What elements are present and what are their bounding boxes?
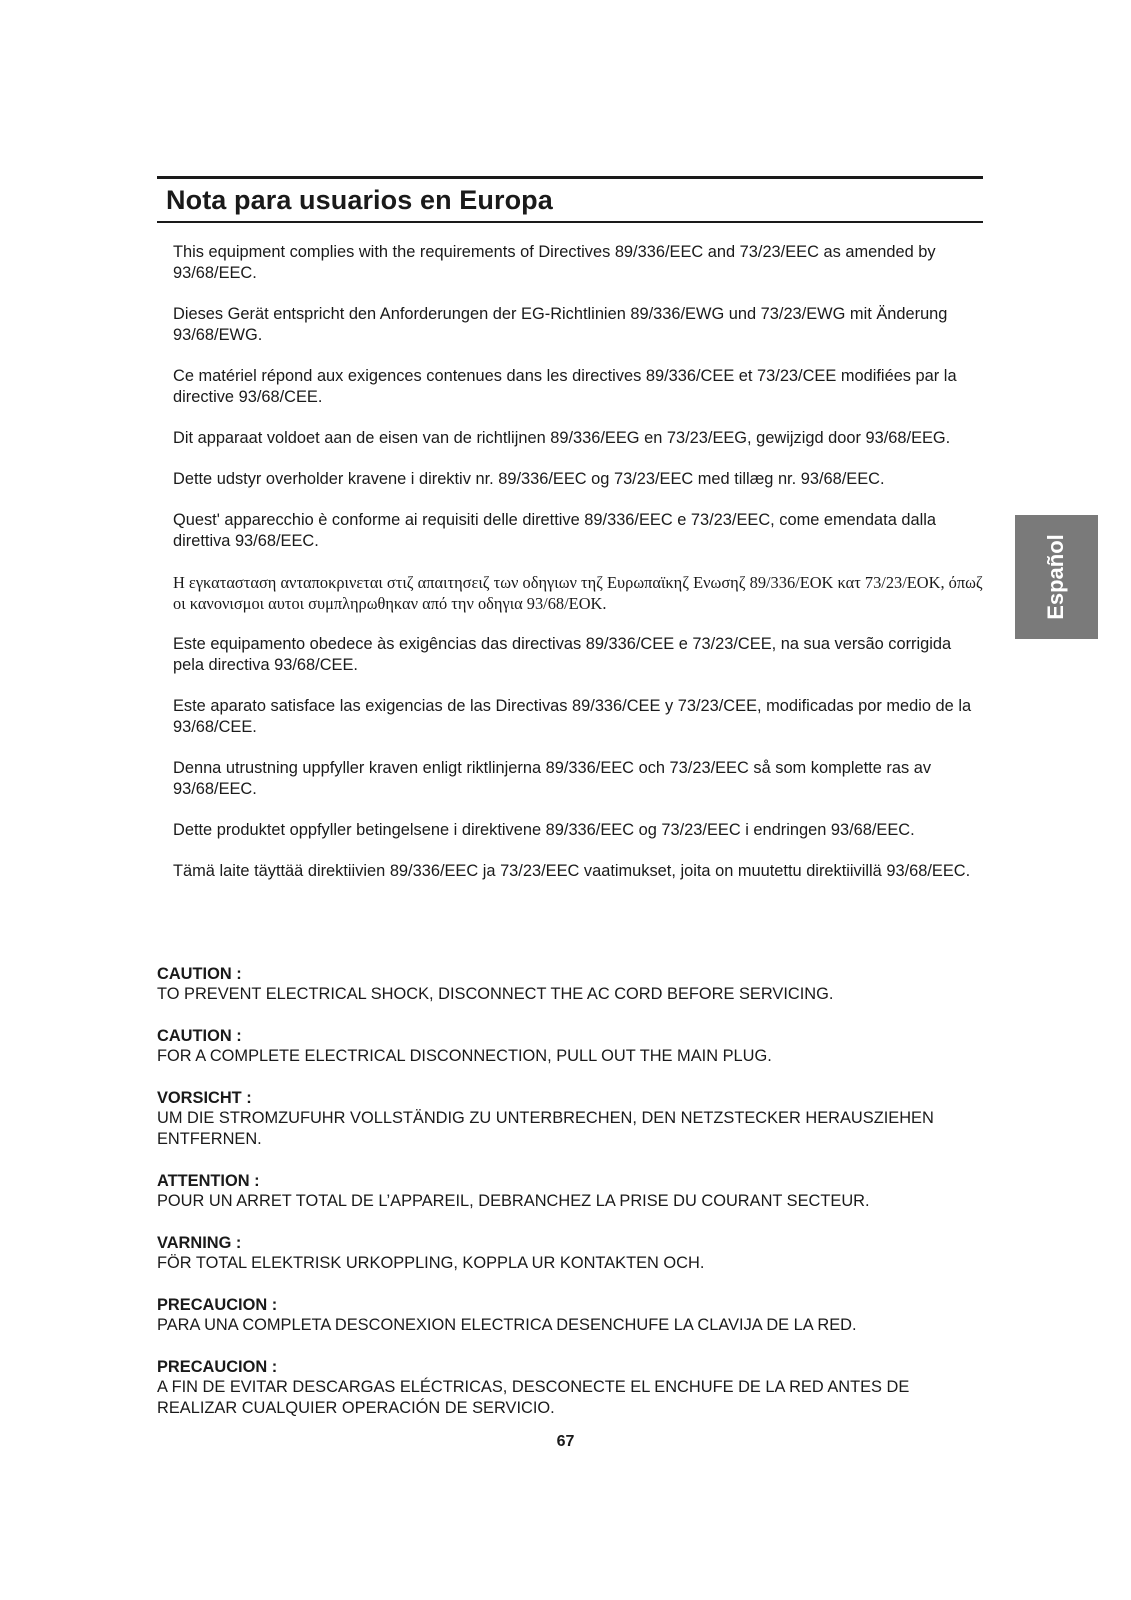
caution-text: UM DIE STROMZUFUHR VOLLSTÄNDIG ZU UNTERBRECHEN, DEN NETZSTECKER HERAUSZIEHEN ENTFERNEN.	[157, 1109, 934, 1148]
caution-title: CAUTION :	[157, 1027, 242, 1045]
statement-swedish: Denna utrustning uppfyller kraven enligt riktlinjerna 89/336/EEC och 73/23/EEC så som komplette ras av 93/68/EEC.	[173, 759, 932, 798]
statement-greek: Η εγκατασταση ανταποκρινεται στιζ απαιτησειζ των οδηγιων τηζ Ευρωπαϊκηζ Ενωσηζ 89/336/ΕΟΚ κατ 73/23/ΕΟΚ, όπωζ οι κανονισμοι αυτοι συμπληρωθηκαν από την οδηγια 93/68/ΕΟΚ.	[173, 573, 983, 613]
statement-dutch: Dit apparaat voldoet aan de eisen van de richtlijnen 89/336/EEG en 73/23/EEG, gewijzigd door 93/68/EEG.	[173, 429, 951, 447]
caution-notices	[157, 964, 987, 1440]
caution-title: CAUTION :	[157, 965, 242, 983]
language-tab	[1015, 515, 1098, 639]
title-rule-bottom	[157, 221, 983, 223]
caution-block	[157, 1088, 987, 1150]
statement-norwegian: Dette produktet oppfyller betingelsene i direktivene 89/336/EEC og 73/23/EEC i endringen 93/68/EEC.	[173, 821, 915, 839]
compliance-statements	[173, 242, 985, 902]
statement-portuguese: Este equipamento obedece às exigências das directivas 89/336/CEE e 73/23/CEE, na sua versão corrigida pela directiva 93/68/CEE.	[173, 635, 952, 674]
caution-title: PRECAUCION :	[157, 1296, 278, 1314]
caution-title: VORSICHT :	[157, 1089, 252, 1107]
caution-block	[157, 1233, 987, 1274]
caution-text: FÖR TOTAL ELEKTRISK URKOPPLING, KOPPLA UR KONTAKTEN OCH.	[157, 1254, 705, 1272]
caution-text: FOR A COMPLETE ELECTRICAL DISCONNECTION, PULL OUT THE MAIN PLUG.	[157, 1047, 772, 1065]
caution-title: VARNING :	[157, 1234, 242, 1252]
caution-text: A FIN DE EVITAR DESCARGAS ELÉCTRICAS, DESCONECTE EL ENCHUFE DE LA RED ANTES DE REALIZAR CUALQUIER OPERACIÓN DE SERVICIO.	[157, 1378, 910, 1417]
statement-spanish: Este aparato satisface las exigencias de las Directivas 89/336/CEE y 73/23/CEE, modificadas por medio de la 93/68/CEE.	[173, 697, 972, 736]
caution-text: POUR UN ARRET TOTAL DE L’APPAREIL, DEBRANCHEZ LA PRISE DU COURANT SECTEUR.	[157, 1192, 870, 1210]
statement-danish: Dette udstyr overholder kravene i direktiv nr. 89/336/EEC og 73/23/EEC med tillæg nr. 93/68/EEC.	[173, 470, 885, 488]
statement-french: Ce matériel répond aux exigences contenues dans les directives 89/336/CEE et 73/23/CEE modifiées par la directive 93/68/CEE.	[173, 367, 957, 406]
caution-block	[157, 1295, 987, 1336]
caution-title: PRECAUCION :	[157, 1358, 278, 1376]
title-rule-top	[157, 176, 983, 179]
caution-text: TO PREVENT ELECTRICAL SHOCK, DISCONNECT THE AC CORD BEFORE SERVICING.	[157, 985, 834, 1003]
caution-block	[157, 964, 987, 1005]
caution-text: PARA UNA COMPLETA DESCONEXION ELECTRICA DESENCHUFE LA CLAVIJA DE LA RED.	[157, 1316, 857, 1334]
caution-title: ATTENTION :	[157, 1172, 260, 1190]
language-tab-label: Español	[1043, 534, 1068, 620]
page-number: 67	[556, 1433, 575, 1450]
caution-block	[157, 1171, 987, 1212]
statement-italian: Quest' apparecchio è conforme ai requisiti delle direttive 89/336/EEC e 73/23/EEC, come emendata dalla direttiva 93/68/EEC.	[173, 511, 936, 550]
page-title: Nota para usuarios en Europa	[166, 185, 553, 215]
statement-finnish: Tämä laite täyttää direktiivien 89/336/EEC ja 73/23/EEC vaatimukset, joita on muutettu direktiivillä 93/68/EEC.	[173, 862, 971, 880]
statement-german: Dieses Gerät entspricht den Anforderungen der EG-Richtlinien 89/336/EWG und 73/23/EWG mit Änderung 93/68/EWG.	[173, 305, 948, 344]
caution-block	[157, 1357, 987, 1419]
statement-english: This equipment complies with the requirements of Directives 89/336/EEC and 73/23/EEC as amended by 93/68/EEC.	[173, 243, 936, 282]
caution-block	[157, 1026, 987, 1067]
